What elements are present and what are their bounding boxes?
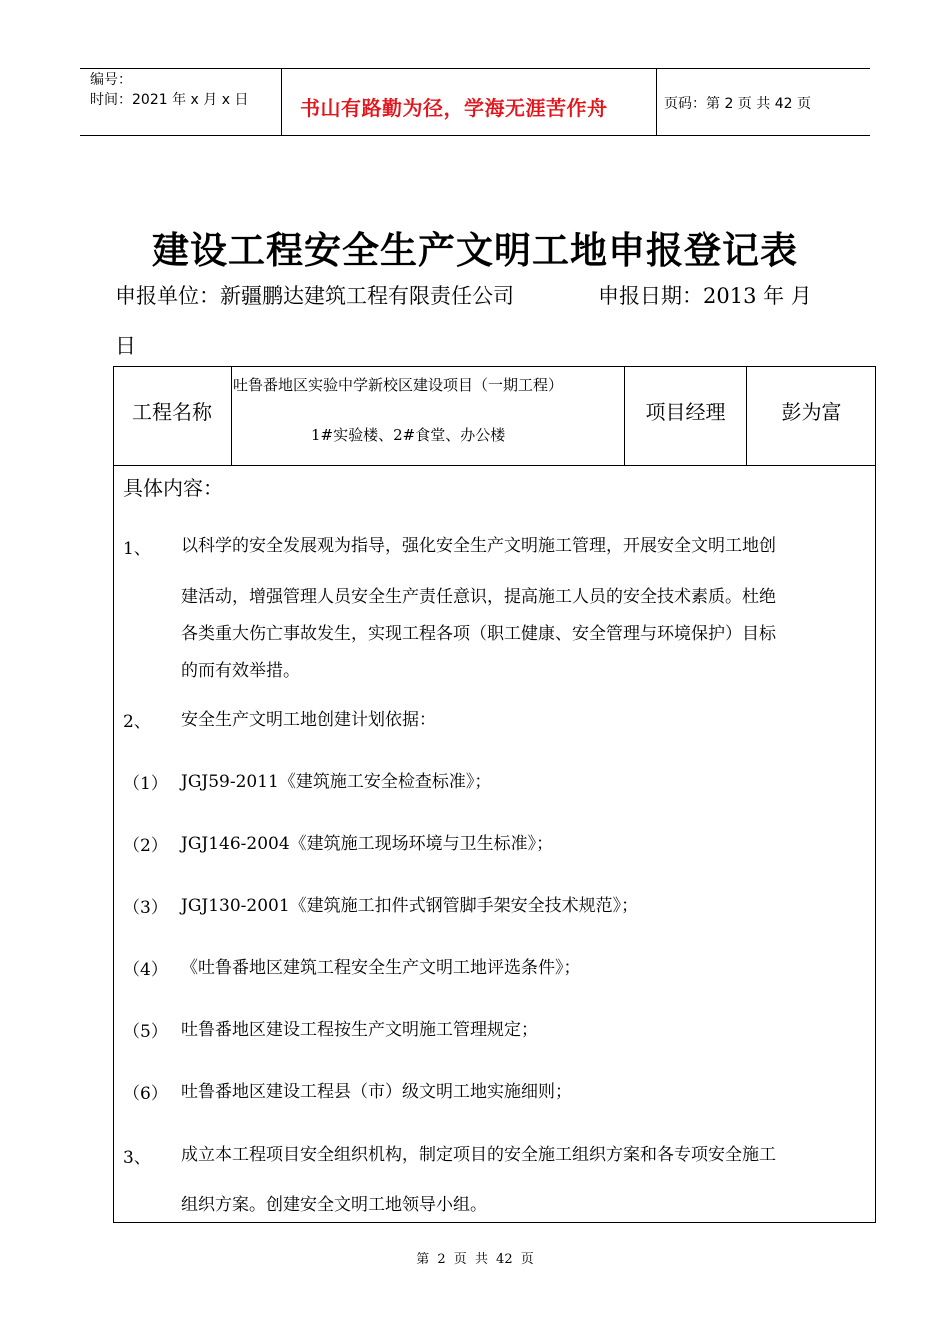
item-text: JGJ146-2004《建筑施工现场环境与卫生标准》； xyxy=(181,834,554,854)
item-text: 吐鲁番地区建设工程县（市）级文明工地实施细则； xyxy=(181,1082,572,1102)
document-title: 建设工程安全生产文明工地申报登记表 xyxy=(152,229,798,272)
item-text: 各类重大伤亡事故发生，实现工程各项（职工健康、安全管理与环境保护）目标 xyxy=(181,624,776,644)
motto: 书山有路勤为径，学海无涯苦作舟 xyxy=(300,96,608,120)
item-text: 吐鲁番地区建设工程按生产文明施工管理规定； xyxy=(181,1020,538,1040)
item-text: 成立本工程项目安全组织机构，制定项目的安全施工组织方案和各专项安全施工 xyxy=(181,1145,776,1165)
item-number: （6） xyxy=(123,1084,168,1104)
item-number: （3） xyxy=(123,898,168,918)
item-text: 安全生产文明工地创建计划依据： xyxy=(181,710,436,730)
application-date: 申报日期：2013 年 月 xyxy=(598,284,812,308)
project-name-line2: 1#实验楼、2#食堂、办公楼 xyxy=(311,426,506,444)
project-name-label: 工程名称 xyxy=(132,400,212,424)
header-divider-left xyxy=(281,68,282,136)
item-text: JGJ130-2001《建筑施工扣件式钢管脚手架安全技术规范》； xyxy=(181,896,639,916)
page-footer: 第 2 页 共 42 页 xyxy=(416,1252,534,1267)
table-row-divider xyxy=(113,465,876,466)
item-number: 1、 xyxy=(123,539,151,559)
time-label: 时间：2021 年 x 月 x 日 xyxy=(90,92,249,108)
project-manager-label: 项目经理 xyxy=(645,400,726,424)
item-number: （5） xyxy=(123,1022,168,1042)
page-info: 页码：第 2 页 共 42 页 xyxy=(664,96,811,112)
content-label: 具体内容： xyxy=(123,476,223,500)
serial-label: 编号： xyxy=(90,72,132,88)
project-name-line1: 吐鲁番地区实验中学新校区建设项目（一期工程） xyxy=(233,376,564,394)
item-text: 组织方案。创建安全文明工地领导小组。 xyxy=(181,1195,487,1215)
item-text: 以科学的安全发展观为指导，强化安全生产文明施工管理，开展安全文明工地创 xyxy=(181,536,776,556)
header-bottom-rule xyxy=(80,135,870,136)
header-divider-right xyxy=(656,68,657,136)
item-text: 《吐鲁番地区建筑工程安全生产文明工地评选条件》； xyxy=(181,958,581,978)
item-number: （1） xyxy=(123,774,168,794)
project-manager-name: 彭为富 xyxy=(781,400,842,424)
item-text: 的而有效举措。 xyxy=(181,661,300,681)
item-text: JGJ59-2011《建筑施工安全检查标准》； xyxy=(181,772,492,792)
table-col-divider-1 xyxy=(231,366,232,466)
item-number: 2、 xyxy=(123,712,151,732)
header-top-rule xyxy=(80,68,870,69)
item-number: （2） xyxy=(123,836,168,856)
item-text: 建活动，增强管理人员安全生产责任意识，提高施工人员的安全技术素质。杜绝 xyxy=(181,587,776,607)
application-day: 日 xyxy=(115,334,136,358)
applicant-unit: 申报单位：新疆鹏达建筑工程有限责任公司 xyxy=(115,284,514,308)
item-number: 3、 xyxy=(123,1148,151,1168)
item-number: （4） xyxy=(123,960,168,980)
